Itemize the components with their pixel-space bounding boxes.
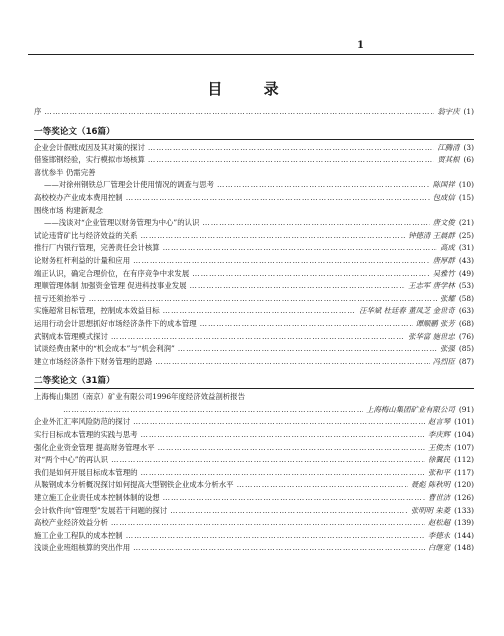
entry-title: 对“两个中心”的再认识 xyxy=(34,455,109,465)
toc-entry[interactable] xyxy=(34,318,474,331)
toc-entry[interactable] xyxy=(34,205,474,218)
entry-page: (3) xyxy=(463,142,474,152)
entry-title: 企业外汇汇率风险防范的探讨 xyxy=(34,417,131,427)
entry-title: 高校产业经济效益分析 xyxy=(34,518,108,528)
section-heading: 二等奖论文（31篇） xyxy=(34,376,115,387)
entry-page: (15) xyxy=(458,192,474,202)
entry-title: 序 xyxy=(34,107,42,116)
toc-entry[interactable] xyxy=(34,230,474,243)
entry-page: (120) xyxy=(454,480,474,490)
entry-author: 江腾清 xyxy=(437,142,460,152)
entry-author: 王俊杰 xyxy=(427,442,451,452)
entry-title: 论财务杠杆利益的计量和应用 xyxy=(34,255,131,265)
toc-entry[interactable] xyxy=(34,530,474,543)
entry-title: 端正认识，确定合理价位，在有序竞争中求发展 xyxy=(34,268,190,278)
entry-page: (6) xyxy=(463,155,474,165)
entry-title: 扭亏还须抬举亏 xyxy=(34,293,86,303)
leader-dots xyxy=(163,242,437,255)
entry-page: (1) xyxy=(463,107,474,116)
entry-title: 浅谈企业班组核算的突出作用 xyxy=(34,543,131,553)
entry-author: 聂彪 陈秋明 xyxy=(410,480,451,490)
toc-entry[interactable] xyxy=(34,242,474,255)
entry-page: (87) xyxy=(458,356,474,366)
entry-page: (101) xyxy=(454,417,474,427)
leader-dots xyxy=(155,356,429,369)
entry-page: (68) xyxy=(458,318,474,328)
entry-author: 高成 xyxy=(440,243,455,253)
entry-author: 张强 xyxy=(440,344,455,354)
entry-page: (107) xyxy=(454,442,474,452)
entry-page: (144) xyxy=(454,530,474,540)
entry-author: 唐厚群 xyxy=(432,255,455,265)
toc-entry[interactable] xyxy=(34,517,474,530)
page-number: 1 xyxy=(357,40,364,51)
leader-dots xyxy=(190,280,406,293)
entry-title: 武钢成本管理模式探讨 xyxy=(34,331,108,341)
entry-title: 试论违背矿比与经济效益的关系 xyxy=(34,230,138,240)
toc-title: 目 录 xyxy=(207,80,297,98)
leader-dots xyxy=(111,517,425,530)
leader-dots xyxy=(140,230,405,243)
leader-dots xyxy=(44,106,434,119)
leader-dots xyxy=(163,492,425,505)
toc-entry[interactable] xyxy=(34,305,474,318)
entry-author: 张和平 xyxy=(427,467,451,477)
toc-entry[interactable] xyxy=(34,467,474,480)
entry-author: 张耀 xyxy=(440,293,455,303)
entry-title: 运用行动会计思想抓好市场经济条件下的成本管理 xyxy=(34,318,197,328)
leader-dots xyxy=(217,179,430,192)
entry-author: 徐翼民 xyxy=(427,455,451,465)
entry-author: 钟德清 王晨群 xyxy=(408,230,455,240)
entry-author: 翁宇庆 xyxy=(437,107,460,116)
toc-entry[interactable] xyxy=(34,454,474,467)
toc-entry[interactable] xyxy=(34,404,474,417)
toc-entry[interactable] xyxy=(34,268,474,281)
leader-dots xyxy=(140,467,424,480)
entry-author: 曹世洁 xyxy=(427,493,451,503)
entry-author: 贾其根 xyxy=(437,155,460,165)
entry-page: (112) xyxy=(454,455,474,465)
entry-page: (104) xyxy=(454,430,474,440)
entry-page: (31) xyxy=(458,243,474,253)
entry-title: 建立市场经济条件下财务管理的思路 xyxy=(34,356,153,366)
entry-author: 陈国祥 xyxy=(432,180,455,190)
entry-page: (49) xyxy=(458,268,474,278)
leader-dots xyxy=(89,293,437,306)
entry-title: 会计软件向“管理型”发展若干问题的探讨 xyxy=(34,505,168,515)
entry-title: 上海梅山集团（南京）矿业有限公司1996年度经济效益剖析报告 xyxy=(34,392,245,402)
entry-page: (148) xyxy=(454,543,474,553)
leader-dots xyxy=(178,343,437,356)
toc-entry[interactable] xyxy=(34,505,474,518)
table-of-contents xyxy=(34,106,474,555)
leader-dots xyxy=(133,255,430,268)
leader-dots xyxy=(126,192,430,205)
entry-author: 王志军 唐学林 xyxy=(408,281,455,291)
entry-title: 强化企业资金管理 提高财务管理水平 xyxy=(34,442,155,452)
entry-title: 实行目标成本管理的实践与思考 xyxy=(34,430,138,440)
toc-entry[interactable] xyxy=(34,479,474,492)
entry-page: (25) xyxy=(458,230,474,240)
entry-author: 上海梅山集团矿业有限公司 xyxy=(366,404,455,414)
entry-title: 借鉴邯钢经验，实行模拟市场核算 xyxy=(34,155,145,165)
entry-title: 实施超常目标管理，控制成本效益目标 xyxy=(34,306,160,316)
toc-entry[interactable] xyxy=(34,179,474,192)
entry-author: 李德永 xyxy=(427,530,451,540)
section-rule xyxy=(34,388,474,389)
entry-author: 汪华斌 杜廷春 董凤芝 金世奇 xyxy=(359,306,455,316)
entry-page: (10) xyxy=(458,180,474,190)
toc-entry[interactable] xyxy=(34,217,474,230)
entry-title: 施工企业工程队的成本控制 xyxy=(34,530,123,540)
leader-dots xyxy=(237,479,408,492)
entry-author: 包成信 xyxy=(432,192,455,202)
entry-page: (43) xyxy=(458,255,474,265)
entry-page: (21) xyxy=(458,218,474,228)
toc-entry[interactable] xyxy=(34,331,474,344)
entry-title: 建立施工企业责任成本控制体制的设想 xyxy=(34,493,160,503)
entry-page: (133) xyxy=(454,505,474,515)
header-rule xyxy=(28,54,474,55)
entry-title: 围绕市场 构建新观念 xyxy=(34,205,103,215)
entry-page: (85) xyxy=(458,344,474,354)
entry-title: 企业会计假账成因及其对策的探讨 xyxy=(34,142,145,152)
leader-dots xyxy=(192,268,429,281)
leader-dots xyxy=(148,142,434,155)
leader-dots xyxy=(170,505,408,518)
leader-dots xyxy=(126,530,425,543)
leader-dots xyxy=(158,442,425,455)
entry-page: (53) xyxy=(458,281,474,291)
toc-entry[interactable] xyxy=(34,280,474,293)
entry-author: 唐文俊 xyxy=(432,218,455,228)
entry-title: 我们是如何开展目标成本管理的 xyxy=(34,467,138,477)
entry-title: 喜忧参半 仍需完善 xyxy=(34,167,96,177)
leader-dots xyxy=(133,542,425,555)
entry-title: 高校校办产业成本费用控制 xyxy=(34,192,123,202)
entry-page: (117) xyxy=(454,467,474,477)
entry-author: 吴雅竹 xyxy=(432,268,455,278)
entry-author: 张华富 施世忠 xyxy=(408,331,455,341)
entry-page: (91) xyxy=(458,404,474,414)
entry-title: 试谈经费由紧中的“机会成本”与“机会利润” xyxy=(34,344,175,354)
toc-entry[interactable] xyxy=(34,192,474,205)
toc-entry[interactable] xyxy=(34,167,474,180)
leader-dots xyxy=(163,305,356,318)
toc-entry[interactable] xyxy=(34,142,474,155)
entry-author: 谭顺鹏 张芳 xyxy=(415,318,455,328)
section-rule xyxy=(34,139,474,140)
leader-dots xyxy=(202,217,429,230)
entry-author: 李庆辉 xyxy=(427,430,451,440)
toc-entry-preface[interactable] xyxy=(34,106,474,119)
toc-entry[interactable] xyxy=(34,492,474,505)
toc-entry[interactable] xyxy=(34,429,474,442)
toc-entry[interactable] xyxy=(34,293,474,306)
entry-page: (58) xyxy=(458,293,474,303)
toc-entry[interactable] xyxy=(34,154,474,167)
entry-page: (126) xyxy=(454,493,474,503)
leader-dots xyxy=(111,331,405,344)
entry-author: 赵言琴 xyxy=(427,417,451,427)
toc-entry[interactable] xyxy=(34,391,474,404)
leader-dots xyxy=(140,429,424,442)
entry-title: 推行厂内银行管理，完善责任会计核算 xyxy=(34,243,160,253)
entry-title: 从鞍钢成本分析概况探讨如何提高大型钢铁企业成本分析水平 xyxy=(34,480,234,490)
leader-dots xyxy=(133,416,425,429)
entry-author: 冯烈臣 xyxy=(432,356,455,366)
toc-entry[interactable] xyxy=(34,442,474,455)
entry-author: 张明明 朱菱 xyxy=(410,505,451,515)
entry-page: (76) xyxy=(458,331,474,341)
leader-dots xyxy=(111,454,425,467)
toc-entry[interactable] xyxy=(34,356,474,369)
entry-title: ——浅谈对“企业管理以财务管理为中心”的认识 xyxy=(44,218,200,228)
entry-page: (63) xyxy=(458,306,474,316)
entry-title: 理顺管理体制 加强资金管理 促进科技事业发展 xyxy=(34,281,187,291)
entry-page: (139) xyxy=(454,518,474,528)
toc-entry[interactable] xyxy=(34,416,474,429)
section-heading: 一等奖论文（16篇） xyxy=(34,126,115,137)
leader-dots xyxy=(200,318,413,331)
entry-author: 白继宽 xyxy=(427,543,451,553)
leader-dots xyxy=(148,154,434,167)
toc-entry[interactable] xyxy=(34,255,474,268)
entry-title: ——对徐州钢铁总厂管理会计使用情况的调查与思考 xyxy=(44,180,214,190)
toc-entry[interactable] xyxy=(34,542,474,555)
leader-dots xyxy=(63,404,363,417)
toc-entry[interactable] xyxy=(34,343,474,356)
entry-author: 赵松超 xyxy=(427,518,451,528)
